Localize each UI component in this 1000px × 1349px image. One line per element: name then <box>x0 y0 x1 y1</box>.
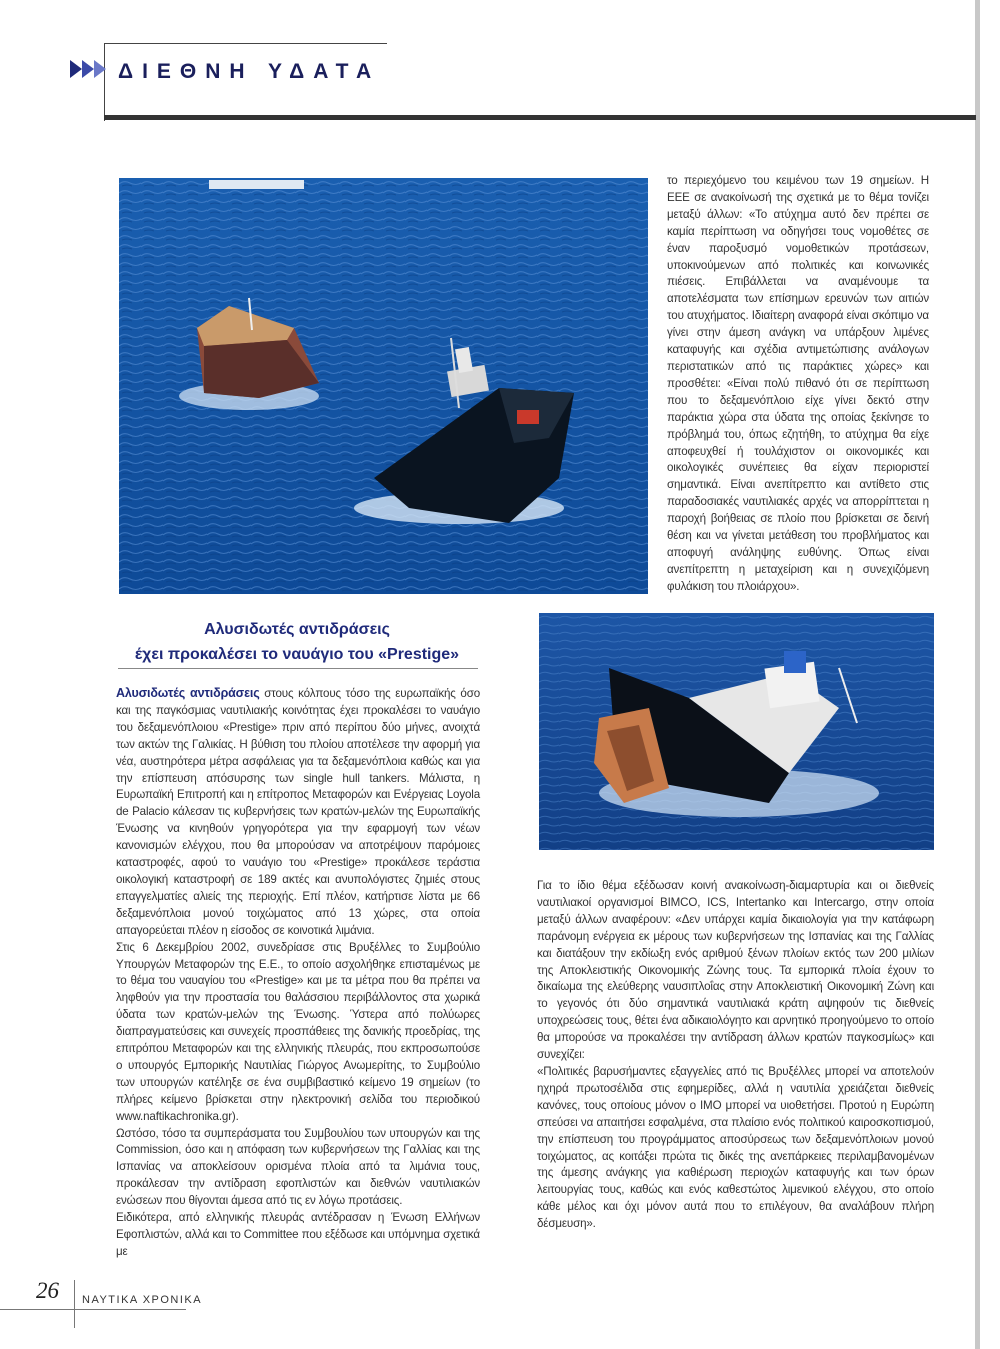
triple-arrow-icon <box>70 58 115 80</box>
article-paragraph-4: Ειδικότερα, από ελληνικής πλευράς αντέδρασαν η Ένωση Ελλήνων Εφοπλιστών, αλλά και το Committee που εξέδωσε και υπόμνημα σχετικά με <box>116 1211 480 1258</box>
article-left-column <box>116 685 480 1261</box>
section-title: ΔΙΕΘΝΗ ΥΔΑΤΑ <box>118 60 381 83</box>
right-column-top-paragraph: το περιεχόμενο του κειμένου των 19 σημείων. Η ΕΕΕ σε ανακοίνωσή της σχετικά με το θέμα τονίζει μεταξύ άλλων: «Το ατύχημα αυτό δεν πρέπει σε καμία περίπτωση να οδηγήσει τους νομοθέτες σε έναν παροξυσμό νομοθετικών προτάσεων, υποκινούμενων από πολιτικές και κοινωνικές πιέσεις. Επιβάλλεται να αναμένουμε τα αποτελέσματα των επίσημων ερευνών των αιτιών του ατυχήματος. Ιδιαίτερη αναφορά είναι σκόπιμο να γίνει στην άμεση ανάγκη να υπάρξουν λιμένες καταφυγής και σχέδια αντιμετώπισης ανάλογων περιστατικών από τις παράκτιες χώρες» και προσθέτει: «Είναι πολύ πιθανό ότι σε περίπτωση που το δεξαμενόπλοιο είχε γίνει δεκτό στην παράκτια χώρα στα ύδατα της οποίας ξεκίνησε το πρόβλημά του, όπως εζητήθη, το ατύχημα θα είχε αποφευχθεί ή τουλάχιστον οι οικονομικές και οικολογικές συνέπειες θα είχαν περιοριστεί σημαντικά. Είναι ανεπίτρεπτο και αντίθετο στις παραδοσιακές ναυτιλιακές αρχές να απορρίπτεται η παροχή βοήθειας σε πλοίο που βρίσκεται σε δεινή θέση και να γίνεται μετάθεση του προβλήματος και αποφυγή ανάληψης ευθύνης. Όπως είναι ανεπίτρεπτη η μεταχείριση και η συνεχιζόμενη φυλάκιση του πλοιάρχου». <box>667 174 929 593</box>
headline-line-2: έχει προκαλέσει το ναυάγιο του «Prestige» <box>134 646 460 663</box>
magazine-name: ΝΑΥΤΙΚΑ ΧΡΟΝΙΚΑ <box>82 1294 203 1306</box>
header-rule <box>104 115 976 120</box>
right-column-bottom-text <box>537 878 934 1233</box>
footer-rule <box>0 1309 186 1310</box>
right-bottom-paragraph-1: Για το ίδιο θέμα εξέδωσαν κοινή ανακοίνωση-διαμαρτυρία και οι διεθνείς ναυτιλιακοί οργανισμοί BIMCO, ICS, Intertanko και Intercargo, στην οποία μεταξύ άλλων αναφέρουν: «Δεν υπάρχει καμία δικαιολογία για την κατάφωρη παράνομη ενέργεια εκ μέρους των κυβερνήσεων της Ισπανίας και της Γαλλίας και διατάξουν την εκδίωξη ενός αριθμού ξένων πλοίων εκτός των 200 μιλίων της Αποκλειστικής Οικονομικής Ζώνης τους. Τα εμπορικά πλοία έχουν το δικαίωμα της ελεύθερης ναυσιπλοΐας στην Αποκλειστική Οικονομική Ζώνη και το γεγονός ότι δύο σημαντικά ναυτιλιακά κράτη αψηφούν τις διεθνείς υποχρεώσεις τους, θέτει ένα αδικαιολόγητο και αρνητικό προηγούμενο το οποίο θα μπορούσε να προκαλέσει την αντίδραση άλλων κρατών παγκοσμίως» και συνεχίζει: <box>537 879 934 1062</box>
headline-rule <box>118 668 478 669</box>
article-headline <box>118 617 476 667</box>
header-top-line <box>105 43 387 44</box>
header-vertical-line <box>104 43 105 121</box>
article-paragraph-2: Στις 6 Δεκεμβρίου 2002, συνεδρίασε στις Βρυξέλλες το Συμβούλιο Υπουργών Μεταφορών της Ε.Ε., το οποίο ασχολήθηκε επισταμένως με το θέμα του ναυαγίου του «Prestige» και με τα μέτρα που θα πρέπει να ληφθούν για την προστασία του θαλάσσιου περιβάλλοντος στα χωρικά ύδατα των κρατών-μελών της Ένωσης. Ύστερα από πολύωρες διαπραγματεύσεις και συνεχείς προσπάθειες της δανικής προεδρίας, της επιτρόπου Μεταφορών και της ελληνικής πλευράς, που εκπροσωπούσε ο υπουργός Εμπορικής Ναυτιλίας Γιώργος Ανωμερίτης, το Συμβούλιο των υπουργών κατέληξε σε ένα συμβιβαστικό κείμενο 19 σημείων (το πλήρες κείμενο βρίσκεται στην ηλεκτρονική σελίδα του περιοδικού www.naftikachronika.gr). <box>116 940 480 1123</box>
lead-word: Αλυσιδωτές αντιδράσεις <box>116 686 260 700</box>
photo-tanker-broken <box>119 178 648 594</box>
article-paragraph-1 <box>116 685 480 940</box>
paragraph-1-text: στους κόλπους τόσο της ευρωπαϊκής όσο και της παγκόσμιας ναυτιλιακής κοινότητας έχει προκαλέσει το ναυάγιο του δεξαμενόπλοιου «Prestige» πριν από περίπου δύο μήνες, ανοιχτά των ακτών της Γαλικίας. Η βύθιση του πλοίου αποτέλεσε την αφορμή για νέα, αυστηρότερα μέτρα ασφάλειας για τα δεξαμενόπλοια καθώς και για την επίσπευση απόσυρσης των single hull tankers. Μάλιστα, η Ευρωπαϊκή Επιτροπή και η επίτροπος Μεταφορών και Ενέργειας Loyola de Palacio κάλεσαν τις κυβερνήσεις των κρατών-μελών της Ευρωπαϊκής Ένωσης να κινηθούν γρηγορότερα για την εφαρμογή των νέων κανονισμών ελέγχου, που θα μπορούσαν να αποτρέψουν παρόμοιες καταστροφές, αφού το ναυάγιο του «Prestige» προκάλεσε τεράστια οικολογική καταστροφή σε 189 ακτές και ανυπολόγιστες ζημιές στους επαγγελματίες αλιείς της περιοχής. Επί πλέον, κατήρτισε λίστα με 66 δεξαμενόπλοια μονού τοιχώματος από 13 χώρες, στα οποία απαγορεύεται πλέον η είσοδος σε κοινοτικά λιμάνια. <box>116 687 480 937</box>
headline-line-1: Αλυσιδωτές αντιδράσεις <box>204 621 390 638</box>
right-column-top-text <box>667 173 929 596</box>
photo-tanker-sinking <box>539 613 934 850</box>
page-edge <box>975 0 980 1349</box>
article-paragraph-3: Ωστόσο, τόσο τα συμπεράσματα του Συμβουλίου των υπουργών και της Commission, όσο και η απόφαση των κυβερνήσεων της Γαλλίας και της Ισπανίας να αποκλείσουν ορισμένα πλοία από τα λιμάνια τους, προκάλεσαν την αντίδραση εφοπλιστών και διεθνών ναυτιλιακών ενώσεων που θίγονται άμεσα από τις εν λόγω προτάσεις. <box>116 1126 480 1208</box>
footer-vertical-line <box>74 1280 75 1328</box>
right-bottom-paragraph-2: «Πολιτικές βαρυσήμαντες εξαγγελίες από τις Βρυξέλλες μπορεί να αποτελούν ηχηρά πρωτοσέλιδα στις εφημερίδες, αλλά η ναυτιλία χρειάζεται διεθνείς κανόνες, τους οποίους μόνον ο ΙΜΟ μπορεί να υιοθετήσει. Προτού η Ευρώπη σπεύσει να απαιτήσει εσφαλμένα, στα πλαίσιο ενός πολιτικού καιροσκοπισμού, την επίσπευση του προγράμματος αποσύρσεως των δεξαμενόπλοιων μονού τοιχώματος, ας κοιτάξει πρώτα τις δικές της ανεπάρκειες περιλαμβανομένων της άμεσης ανάγκης για καθιέρωση περιοχών καταφυγής και των όρων λειτουργίας τους, καθώς και ενός καθεστώτος λιμενικού ελέγχου, στο οποίο κάθε μέλος και όχι μόνον αυτά που το επιλέγουν, θα αναλάβουν πλήρη δέσμευση». <box>537 1064 934 1231</box>
page-number: 26 <box>36 1278 59 1303</box>
